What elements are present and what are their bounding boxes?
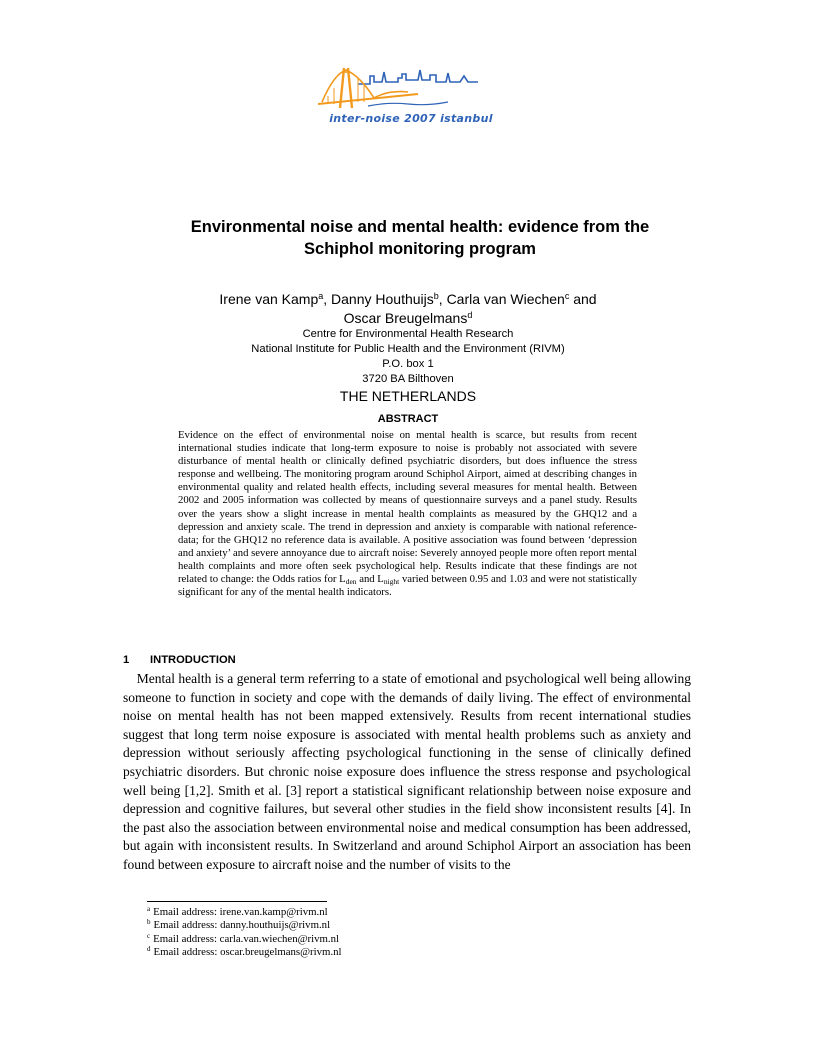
- subscript-night: night: [383, 577, 400, 587]
- author-name: Oscar Breugelmans: [343, 310, 468, 326]
- author-mark: b: [433, 291, 439, 301]
- footnote: [147, 946, 547, 959]
- footnote-mark: b: [147, 918, 151, 927]
- title-line-1: Environmental noise and mental health: evidence from the: [190, 218, 650, 236]
- abstract-text-part: Evidence on the effect of environmental noise on mental health is scarce, but results from recent international studies indicate that long-term exposure to noise is probably not associated with severe disturbance of mental health or clinically defined psychiatric disorders, but does influence the stress response and wellbeing. The monitoring program around Schiphol Airport, aimed at describing changes in environmental quality and related health effects, including several measures for mental health. Between 2002 and 2005 information was collected by means of questionnaire surveys and a panel study. Results over the years show a slight increase in mental health complaints as measured by the GHQ12 and a depression and anxiety scale. The trend in depression and anxiety is comparable with national reference-data; for the GHQ12 no reference data is available. A positive association was found between ‘depression and anxiety’ and severe annoyance due to aircraft noise: Severely annoyed people more often report mental health complaints and more often seek psychological help. Results indicate that these findings are not related to change: the Odds ratios for L: [178, 429, 637, 586]
- author-conjunction: and: [573, 291, 597, 307]
- title-line-2: Schiphol monitoring program: [304, 240, 536, 258]
- footnotes: [147, 906, 547, 960]
- abstract-heading: ABSTRACT: [377, 413, 439, 425]
- footnote-mark: a: [147, 905, 151, 913]
- author-list: Irene van Kamp$^a$, Danny Houthuijs$^b$, Carla van Wiechen$^c$ and Oscar Breugelmans$^d$: [219, 291, 597, 326]
- author-name: Danny Houthuijs: [331, 291, 434, 307]
- bridge-skyline-icon: [318, 62, 498, 114]
- author-mark: c: [564, 291, 570, 301]
- footnote-email: Email address: oscar.breugelmans@rivm.nl: [153, 946, 342, 959]
- affiliation-line: 3720 BA Bilthoven: [362, 373, 454, 385]
- affiliation-block: [150, 327, 666, 405]
- author-name: Irene van Kamp: [219, 291, 319, 307]
- conference-logo: [318, 62, 498, 132]
- author-mark: d: [467, 310, 473, 320]
- abstract-text-part: varied between 0.95 and 1.03 and were not statistically significant for any of the mental health indicators.: [178, 573, 637, 599]
- footnote-mark: d: [147, 945, 151, 954]
- paper-title: [150, 216, 690, 260]
- abstract-text: [178, 429, 637, 599]
- section-heading: [123, 654, 523, 666]
- footnote-divider: [147, 901, 327, 902]
- footnote: [147, 919, 547, 932]
- abstract-text-part: and L: [356, 573, 384, 586]
- subscript-den: den: [345, 577, 357, 587]
- affiliation-line: P.O. box 1: [382, 358, 434, 370]
- affiliation-line: National Institute for Public Health and the Environment (RIVM): [251, 343, 565, 355]
- footnote: [147, 933, 547, 946]
- section-title: INTRODUCTION: [150, 654, 236, 666]
- introduction-paragraph: [123, 670, 691, 875]
- footnote-mark: c: [147, 931, 151, 940]
- footnote: [147, 906, 547, 919]
- affiliation-country: THE NETHERLANDS: [339, 388, 477, 404]
- section-number: 1: [123, 654, 130, 666]
- author-mark: a: [318, 291, 324, 301]
- paragraph-text: Mental health is a general term referring to a state of emotional and psychological well being allowing someone to function in society and cope with the demands of daily living. The effect of environmental noise on mental health has not been mapped extensively. Results from recent international studies suggest that long term noise exposure is associated with mental health problems such as anxiety and depression without seriously affecting psychological functioning in the sense of clinically defined psychiatric disorders. But chronic noise exposure does influence the stress response and psychological well being [1,2]. Smith et al. [3] report a statistical significant relationship between noise exposure and depression and cognitive failures, but several other studies in the field show inconsistent results [4]. In the past also the association between environmental noise and medical consumption has been addressed, but again with inconsistent results. In Switzerland and around Schiphol Airport an association has been found between exposure to aircraft noise and the number of visits to the: [123, 671, 691, 872]
- logo-text: inter-noise 2007 istanbul: [329, 112, 493, 125]
- author-name: Carla van Wiechen: [446, 291, 565, 307]
- footnote-email: Email address: danny.houthuijs@rivm.nl: [153, 919, 331, 932]
- footnote-email: Email address: irene.van.kamp@rivm.nl: [153, 906, 328, 918]
- footnote-email: Email address: carla.van.wiechen@rivm.nl: [153, 932, 340, 945]
- affiliation-line: Centre for Environmental Health Research: [302, 328, 514, 340]
